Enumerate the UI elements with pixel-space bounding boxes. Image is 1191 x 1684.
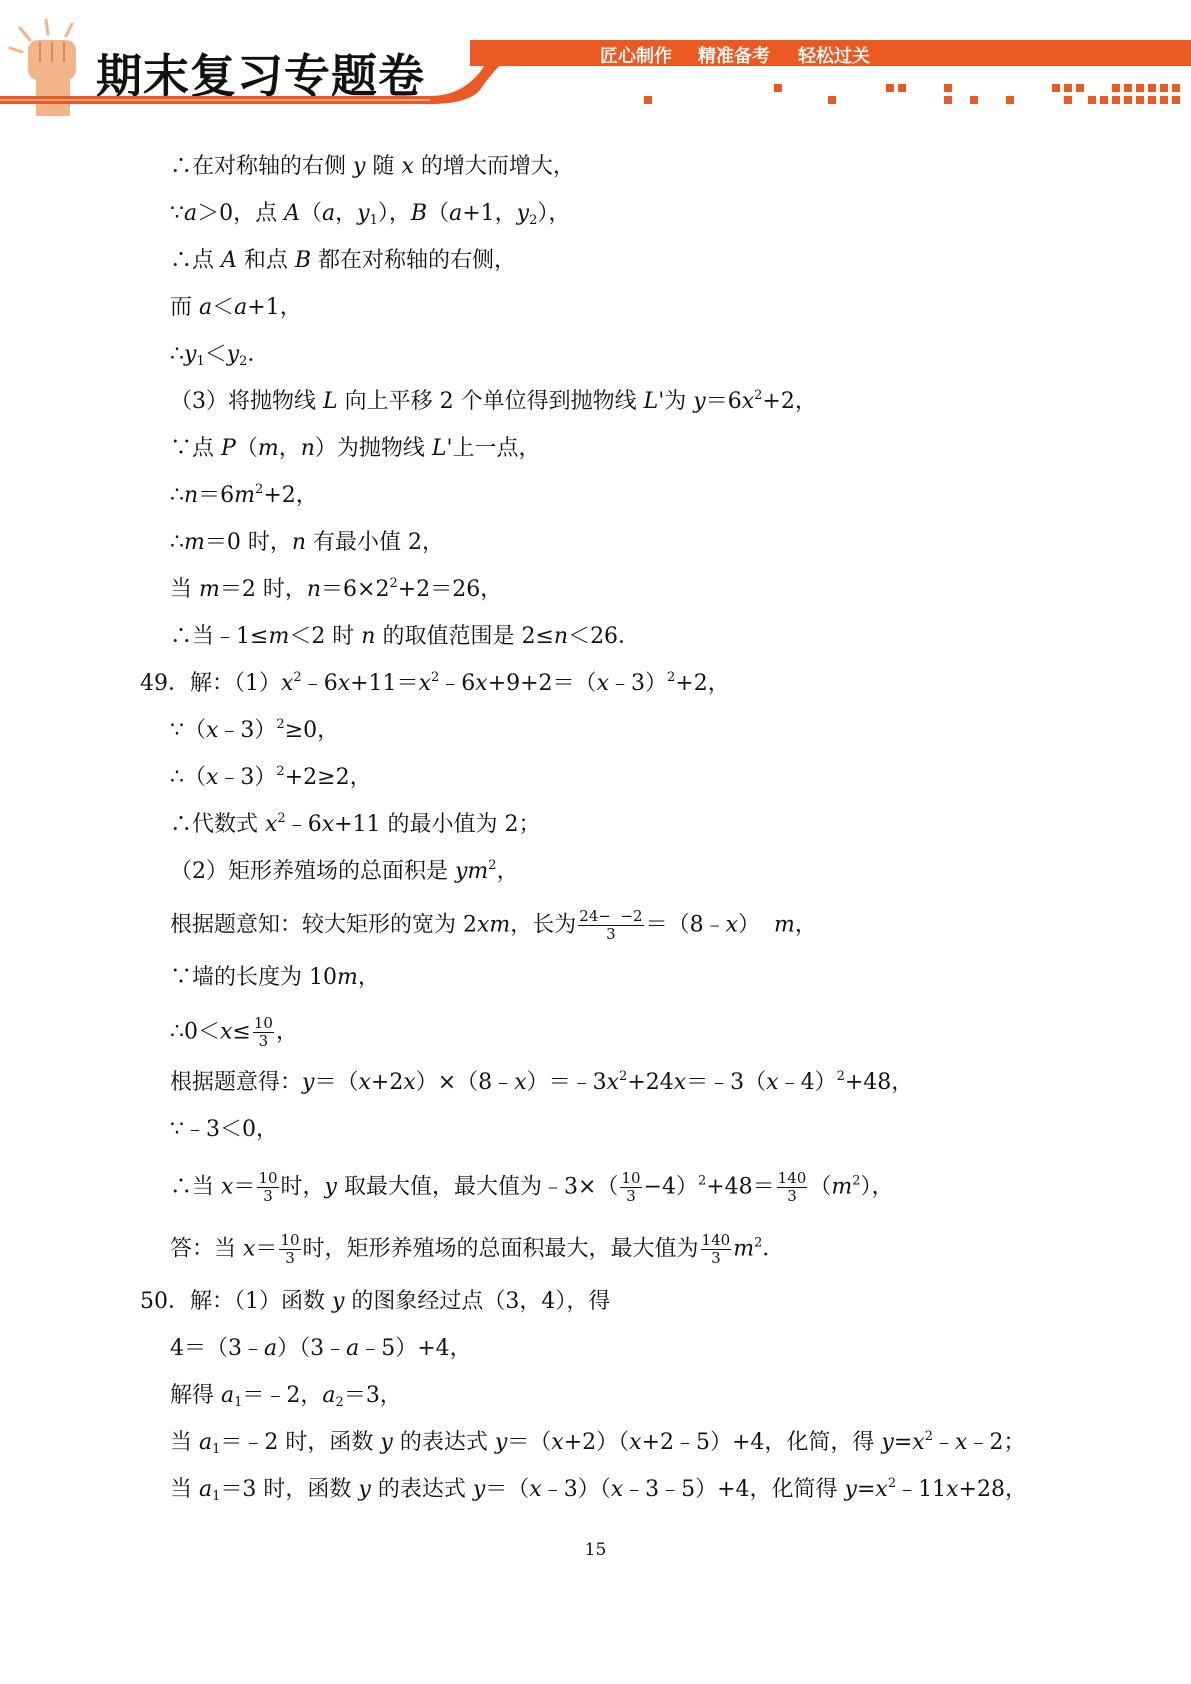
header-banner <box>0 0 1191 120</box>
fraction: $\frac{10}{3}$ <box>253 1014 273 1050</box>
solution-line: $\therefore n=6m^2+2$， <box>170 482 318 508</box>
solution-line: 根据题意知：较大矩形的宽为 2xm，长为 $\frac{24- -2}{3}$ ＝（8﹣x） m， <box>170 907 817 943</box>
solution-line: 而 a＜a+1， <box>170 295 302 320</box>
solution-line: ∴当﹣1≤m＜2 时 n 的取值范围是 2≤n＜26． <box>170 624 641 649</box>
solution-line: ∴当 x＝ $\frac{10}{3}$ 时，y 取最大值，最大值为﹣3×（ $\frac{10}{3}$ −4）$^2$+48＝ $\frac{140}{3}$ $(m^2)$， <box>170 1169 894 1205</box>
slogan-2: 精准备考 <box>698 46 770 67</box>
solution-line: 当 $a_1=﹣2$ 时，函数 y 的表达式 y＝（x+2）（x+2﹣5）+4，化简，得 $y=x^2﹣x﹣2$； <box>170 1429 1026 1457</box>
solution-line: ∴m＝0 时，n 有最小值 2， <box>170 530 445 555</box>
fraction: $\frac{140}{3}$ <box>777 1169 807 1205</box>
solution-line: ∴代数式 $x^2﹣6x+11$ 的最小值为 2； <box>170 811 541 837</box>
problem-50-line: 50．解：（1）函数 y 的图象经过点（3，4），得 <box>140 1289 611 1314</box>
solution-line: 解得 $a_1=﹣2$，$a_2=3$， <box>170 1383 402 1410</box>
fraction: $\frac{10}{3}$ <box>280 1231 300 1267</box>
solution-line: 当 $a_1=3$ 时，函数 y 的表达式 y＝（x﹣3）（x﹣3﹣5）+4，化简得 $y=x^2﹣11x+28$， <box>170 1476 1027 1504</box>
solution-line: ∵点 P（m，n）为抛物线 L'上一点， <box>170 436 541 461</box>
fraction: $\frac{10}{3}$ <box>621 1169 641 1205</box>
slogan-3: 轻松过关 <box>798 46 870 67</box>
solution-line: ∴点 A 和点 B 都在对称轴的右侧， <box>170 248 517 273</box>
banner-title: 期末复习专题卷 <box>96 49 425 103</box>
solution-line: ∴（x﹣3）$^2$+2≥2， <box>170 764 372 790</box>
solution-line: ∵（x﹣3）$^2$≥0， <box>170 717 340 743</box>
solution-line: $\therefore y_1<y_2$． <box>170 342 270 369</box>
solution-line: （3）将抛物线 L 向上平移 2 个单位得到抛物线 L'为 $y=6x^2+2$， <box>170 388 817 414</box>
solution-line: 当 m＝2 时，$n=6\times 2^2+2=26$， <box>170 576 503 602</box>
page-number: 15 <box>584 1540 607 1560</box>
fraction: $\frac{24- -2}{3}$ <box>579 907 643 943</box>
fraction: $\frac{10}{3}$ <box>258 1169 278 1205</box>
solution-line: 4＝（3﹣a）（3﹣a﹣5）+4， <box>170 1336 472 1361</box>
problem-49-line: 49．解：$(1)x^2﹣6x+11=x^2﹣6x+9+2=(x﹣3)^2+2$， <box>140 670 730 696</box>
answer-line: 答：当 x＝ $\frac{10}{3}$ 时，矩形养殖场的总面积最大，最大值为 $\frac{140}{3}$ $m^2$． <box>170 1231 785 1267</box>
slogan-1: 匠心制作 <box>600 46 672 67</box>
solution-line: ∵墙的长度为 10m， <box>170 965 380 990</box>
fraction: $\frac{140}{3}$ <box>701 1231 731 1267</box>
solution-line: ∵a＞0，点 A（a，$y_1$），B（a+1，$y_2$）， <box>170 201 571 228</box>
solution-line: ∵﹣3＜0， <box>170 1117 278 1142</box>
solution-line: （2）矩形养殖场的总面积是 $ym^2$， <box>170 858 519 884</box>
solution-line: ∴在对称轴的右侧 y 随 x 的增大而增大， <box>170 154 575 179</box>
solution-line: 根据题意得：$y=(x+2x)\times(8﹣x)=﹣3x^2+24x=﹣3(x﹣4)^2+48$， <box>170 1069 914 1095</box>
solution-line: ∴0＜x≤ $\frac{10}{3}$ ， <box>170 1014 298 1050</box>
